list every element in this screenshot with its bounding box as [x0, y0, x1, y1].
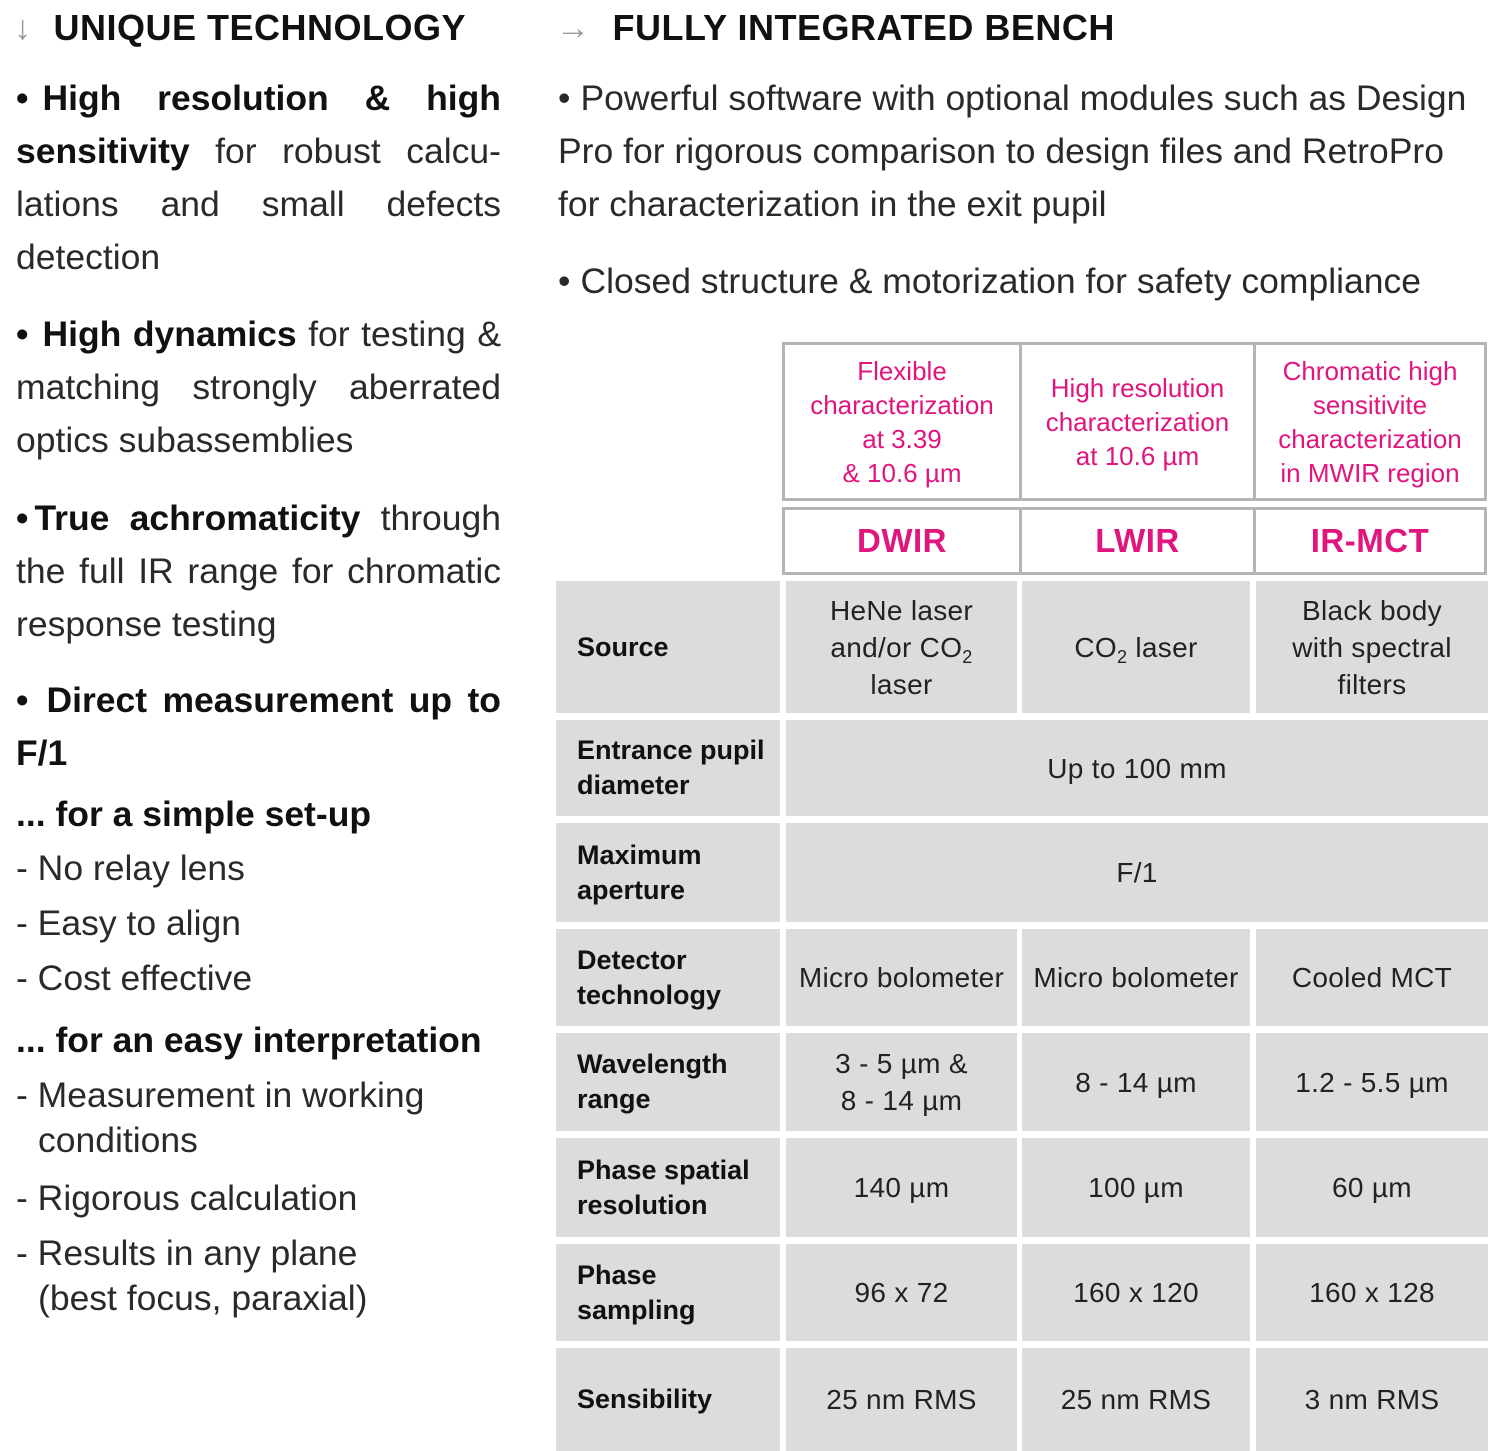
- feature-high-resolution: [16, 72, 501, 284]
- arrow-down-icon: ↓: [14, 8, 32, 47]
- bullet: •: [16, 78, 29, 118]
- cell-source-dwir: [786, 581, 1017, 713]
- cell-wavelength-lwir: 8 - 14 µm: [1022, 1033, 1250, 1131]
- bench-feature-text: Closed structure & motorization for safety compliance: [580, 261, 1421, 301]
- cell-line: Black body: [1302, 594, 1442, 626]
- row-label-entrance-pupil: [556, 720, 780, 816]
- row-label-sensibility: Sensibility: [556, 1348, 780, 1451]
- label-line: sampling: [577, 1294, 696, 1325]
- cell-phase-resolution-ir-mct: 60 µm: [1256, 1138, 1488, 1237]
- list-item: [16, 1227, 368, 1325]
- product-code-lwir: LWIR: [1019, 507, 1256, 575]
- bench-feature-software: [558, 72, 1488, 231]
- cell-wavelength-ir-mct: 1.2 - 5.5 µm: [1256, 1033, 1488, 1131]
- row-label-phase-resolution: [556, 1138, 780, 1237]
- cell-sensibility-dwir: 25 nm RMS: [786, 1348, 1017, 1451]
- cell-line: filters: [1337, 668, 1407, 700]
- bullet: •: [558, 261, 571, 301]
- feature-achromaticity: [16, 492, 501, 651]
- subscript: 2: [962, 646, 973, 667]
- list-item: - Cost effective: [16, 958, 253, 998]
- cell-phase-resolution-dwir: 140 µm: [786, 1138, 1017, 1237]
- cell-wavelength-dwir: [786, 1033, 1017, 1131]
- cell-phase-sampling-ir-mct: 160 x 128: [1256, 1244, 1488, 1341]
- right-section-title: [556, 4, 1115, 52]
- desc-line: at 3.39: [862, 423, 942, 454]
- right-title-text: FULLY INTEGRATED BENCH: [612, 7, 1115, 48]
- label-line: diameter: [577, 770, 690, 800]
- arrow-right-icon: →: [556, 8, 591, 47]
- bullet: •: [558, 78, 571, 118]
- cell-phase-resolution-lwir: 100 µm: [1022, 1138, 1250, 1237]
- feature-text: for robust calcu-lations and small defects detection: [16, 131, 501, 277]
- cell-phase-sampling-lwir: 160 x 120: [1022, 1244, 1250, 1341]
- left-title-text: UNIQUE TECHNOLOGY: [53, 7, 467, 48]
- cell-text: laser: [1127, 631, 1198, 663]
- list-item: [16, 1069, 424, 1167]
- cell-line: HeNe laser: [829, 594, 974, 626]
- label-line: Entrance pupil: [577, 735, 765, 765]
- list-item-line: - Results in any plane: [16, 1233, 358, 1273]
- cell-line: 8 - 14 µm: [840, 1085, 963, 1116]
- product-description-dwir: [782, 342, 1022, 501]
- list-item-line: - Measurement in working: [16, 1075, 425, 1115]
- row-label-detector: [556, 929, 780, 1026]
- row-label-phase-sampling: [556, 1244, 780, 1341]
- label-line: Maximum: [577, 839, 702, 870]
- label-line: Phase: [577, 1259, 657, 1290]
- desc-line: characterization: [810, 389, 994, 420]
- cell-sensibility-ir-mct: 3 nm RMS: [1256, 1348, 1488, 1451]
- label-line: technology: [577, 979, 722, 1010]
- label-line: Phase spatial: [577, 1154, 750, 1185]
- subscript: 2: [1117, 646, 1128, 667]
- desc-line: & 10.6 µm: [842, 457, 962, 488]
- list-item: - Easy to align: [16, 903, 241, 943]
- feature-bold: Direct measurement up to F/1: [16, 680, 501, 773]
- cell-text: CO: [1074, 631, 1117, 663]
- desc-line: High resolution: [1050, 372, 1225, 403]
- desc-line: characterization: [1278, 423, 1462, 454]
- list-item: - No relay lens: [16, 848, 245, 888]
- bench-feature-text: Powerful software with optional modules such as Design Pro for rigorous comparison to design files and RetroPro for characterization in the exit pupil: [558, 78, 1467, 224]
- desc-line: Flexible: [857, 355, 947, 386]
- cell-source-ir-mct: [1256, 581, 1488, 713]
- product-code-dwir: DWIR: [782, 507, 1022, 575]
- cell-detector-lwir: Micro bolometer: [1022, 929, 1250, 1026]
- feature-bold: High dynamics: [42, 314, 297, 354]
- product-description-lwir: [1019, 342, 1256, 501]
- desc-line: in MWIR region: [1280, 457, 1460, 488]
- bullet: •: [16, 680, 29, 720]
- label-line: Detector: [577, 944, 687, 975]
- cell-sensibility-lwir: 25 nm RMS: [1022, 1348, 1250, 1451]
- row-label-wavelength: [556, 1033, 780, 1131]
- subheading-easy-interpretation: ... for an easy interpretation: [16, 1020, 482, 1060]
- desc-line: sensitivite: [1312, 389, 1428, 420]
- cell-text: and/or CO: [830, 631, 963, 663]
- row-label-source: Source: [556, 581, 780, 713]
- cell-phase-sampling-dwir: 96 x 72: [786, 1244, 1017, 1341]
- feature-bold: True achromaticity: [34, 498, 361, 538]
- cell-entrance-pupil: Up to 100 mm: [786, 720, 1488, 816]
- cell-line: 3 - 5 µm &: [835, 1048, 968, 1079]
- feature-text: through the full IR range for chromatic response testing: [16, 498, 501, 644]
- label-line: resolution: [577, 1189, 708, 1220]
- label-line: range: [577, 1084, 651, 1114]
- list-item-continuation: conditions: [38, 1120, 198, 1160]
- list-item: - Rigorous calculation: [16, 1178, 358, 1218]
- label-line: Wavelength: [577, 1049, 728, 1079]
- desc-line: Chromatic high: [1282, 355, 1458, 386]
- product-description-ir-mct: [1253, 342, 1487, 501]
- cell-detector-ir-mct: Cooled MCT: [1256, 929, 1488, 1026]
- left-section-title: [14, 4, 466, 52]
- cell-source-lwir: [1022, 581, 1250, 713]
- cell-detector-dwir: Micro bolometer: [786, 929, 1017, 1026]
- feature-bold: High resolution & high sensitivity: [16, 78, 501, 171]
- cell-line: [830, 629, 973, 666]
- cell-line: with spectral: [1292, 631, 1452, 663]
- list-item-continuation: (best focus, paraxial): [38, 1278, 368, 1318]
- subheading-simple-setup: ... for a simple set-up: [16, 794, 372, 834]
- bench-feature-safety: [558, 255, 1488, 308]
- label-line: aperture: [577, 874, 686, 905]
- bullet: •: [16, 498, 29, 538]
- cell-max-aperture: F/1: [786, 823, 1488, 922]
- desc-line: at 10.6 µm: [1075, 440, 1200, 471]
- desc-line: characterization: [1045, 406, 1230, 437]
- bullet: •: [16, 314, 29, 354]
- row-label-max-aperture: [556, 823, 780, 922]
- cell-line: laser: [870, 668, 933, 700]
- product-code-ir-mct: IR-MCT: [1253, 507, 1487, 575]
- feature-text: for testing & matching strongly aberrated optics subassemblies: [16, 314, 501, 460]
- feature-direct-measurement: [16, 674, 501, 780]
- feature-high-dynamics: [16, 308, 501, 467]
